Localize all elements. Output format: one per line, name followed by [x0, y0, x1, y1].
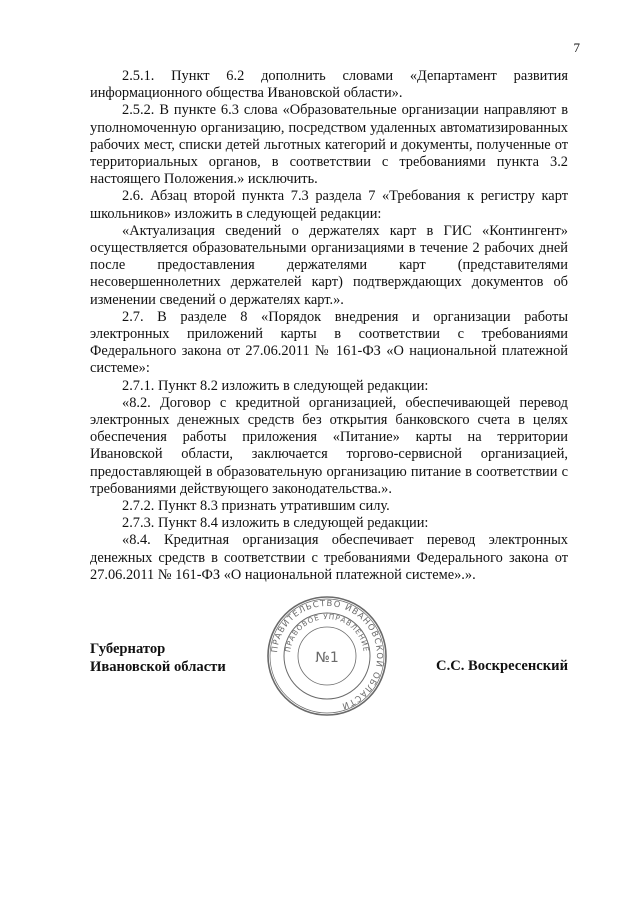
page-number: 7 [573, 40, 580, 55]
paragraph-2-6-quote: «Актуализация сведений о держателях карт в ГИС «Контингент» осуществляется образовательными организациями в течение 2 рабочих дней после предоставления держателями карт (представителями несовершеннолетних держателей карт) подтверждающих документов об изменении сведений о держателях карт.». [90, 222, 568, 308]
paragraph-8-4-quote: «8.4. Кредитная организация обеспечивает перевод электронных денежных средств в соответствии с требованиями Федерального закона от 27.06.2011 № 161-ФЗ «О национальной платежной системе».». [90, 532, 568, 583]
signer-role-line-1: Губернатор [90, 641, 166, 657]
paragraph-2-5-2: 2.5.2. В пункте 6.3 слова «Образовательные организации направляют в уполномоченную организацию, посредством удаленных автоматизированных рабочих мест, списки детей льготных категорий и документы, полученные от территориальных органов, в соответствии с требованиями пункта 3.2 настоящего Положения.» исключить. [90, 102, 568, 188]
signer-name: С.С. Воскресенский [436, 658, 568, 674]
signer-role [90, 640, 226, 676]
paragraph-2-7: 2.7. В разделе 8 «Порядок внедрения и организации работы электронных приложений карты в соответствии с требованиями Федерального закона от 27.06.2011 № 161-ФЗ «О национальной платежной системе»: [90, 308, 568, 377]
paragraph-2-7-2: 2.7.2. Пункт 8.3 признать утратившим силу. [122, 498, 390, 515]
paragraph-2-7-3: 2.7.3. Пункт 8.4 изложить в следующей редакции: [122, 515, 429, 532]
paragraph-8-2-quote: «8.2. Договор с кредитной организацией, обеспечивающей перевод электронных денежных средств без открытия банковского счета в целях обеспечения работы приложения «Питание» карты на территории Ивановской области, заключается торгово-сервисной организацией, предоставляющей в образовательную организацию питание в соответствии с требованиями действующего законодательства.». [90, 394, 568, 497]
seal-number: №1 [315, 650, 339, 666]
signer-role-line-2: Ивановской области [90, 659, 226, 675]
seal-graphic [265, 594, 389, 718]
document-body [90, 68, 568, 584]
paragraph-2-7-1: 2.7.1. Пункт 8.2 изложить в следующей редакции: [122, 377, 429, 394]
signature-block [90, 597, 568, 712]
paragraph-2-5-1: 2.5.1. Пункт 6.2 дополнить словами «Департамент развития информационного общества Ивановской области». [90, 68, 568, 102]
paragraph-2-6: 2.6. Абзац второй пункта 7.3 раздела 7 «Требования к регистру карт школьников» изложить в следующей редакции: [90, 188, 568, 222]
official-seal [265, 594, 389, 718]
seal-inner-text: ПРАВОВОЕ УПРАВЛЕНИЕ [283, 611, 371, 653]
seal-outer-text: ПРАВИТЕЛЬСТВО ИВАНОВСКОЙ ОБЛАСТИ [269, 597, 386, 712]
